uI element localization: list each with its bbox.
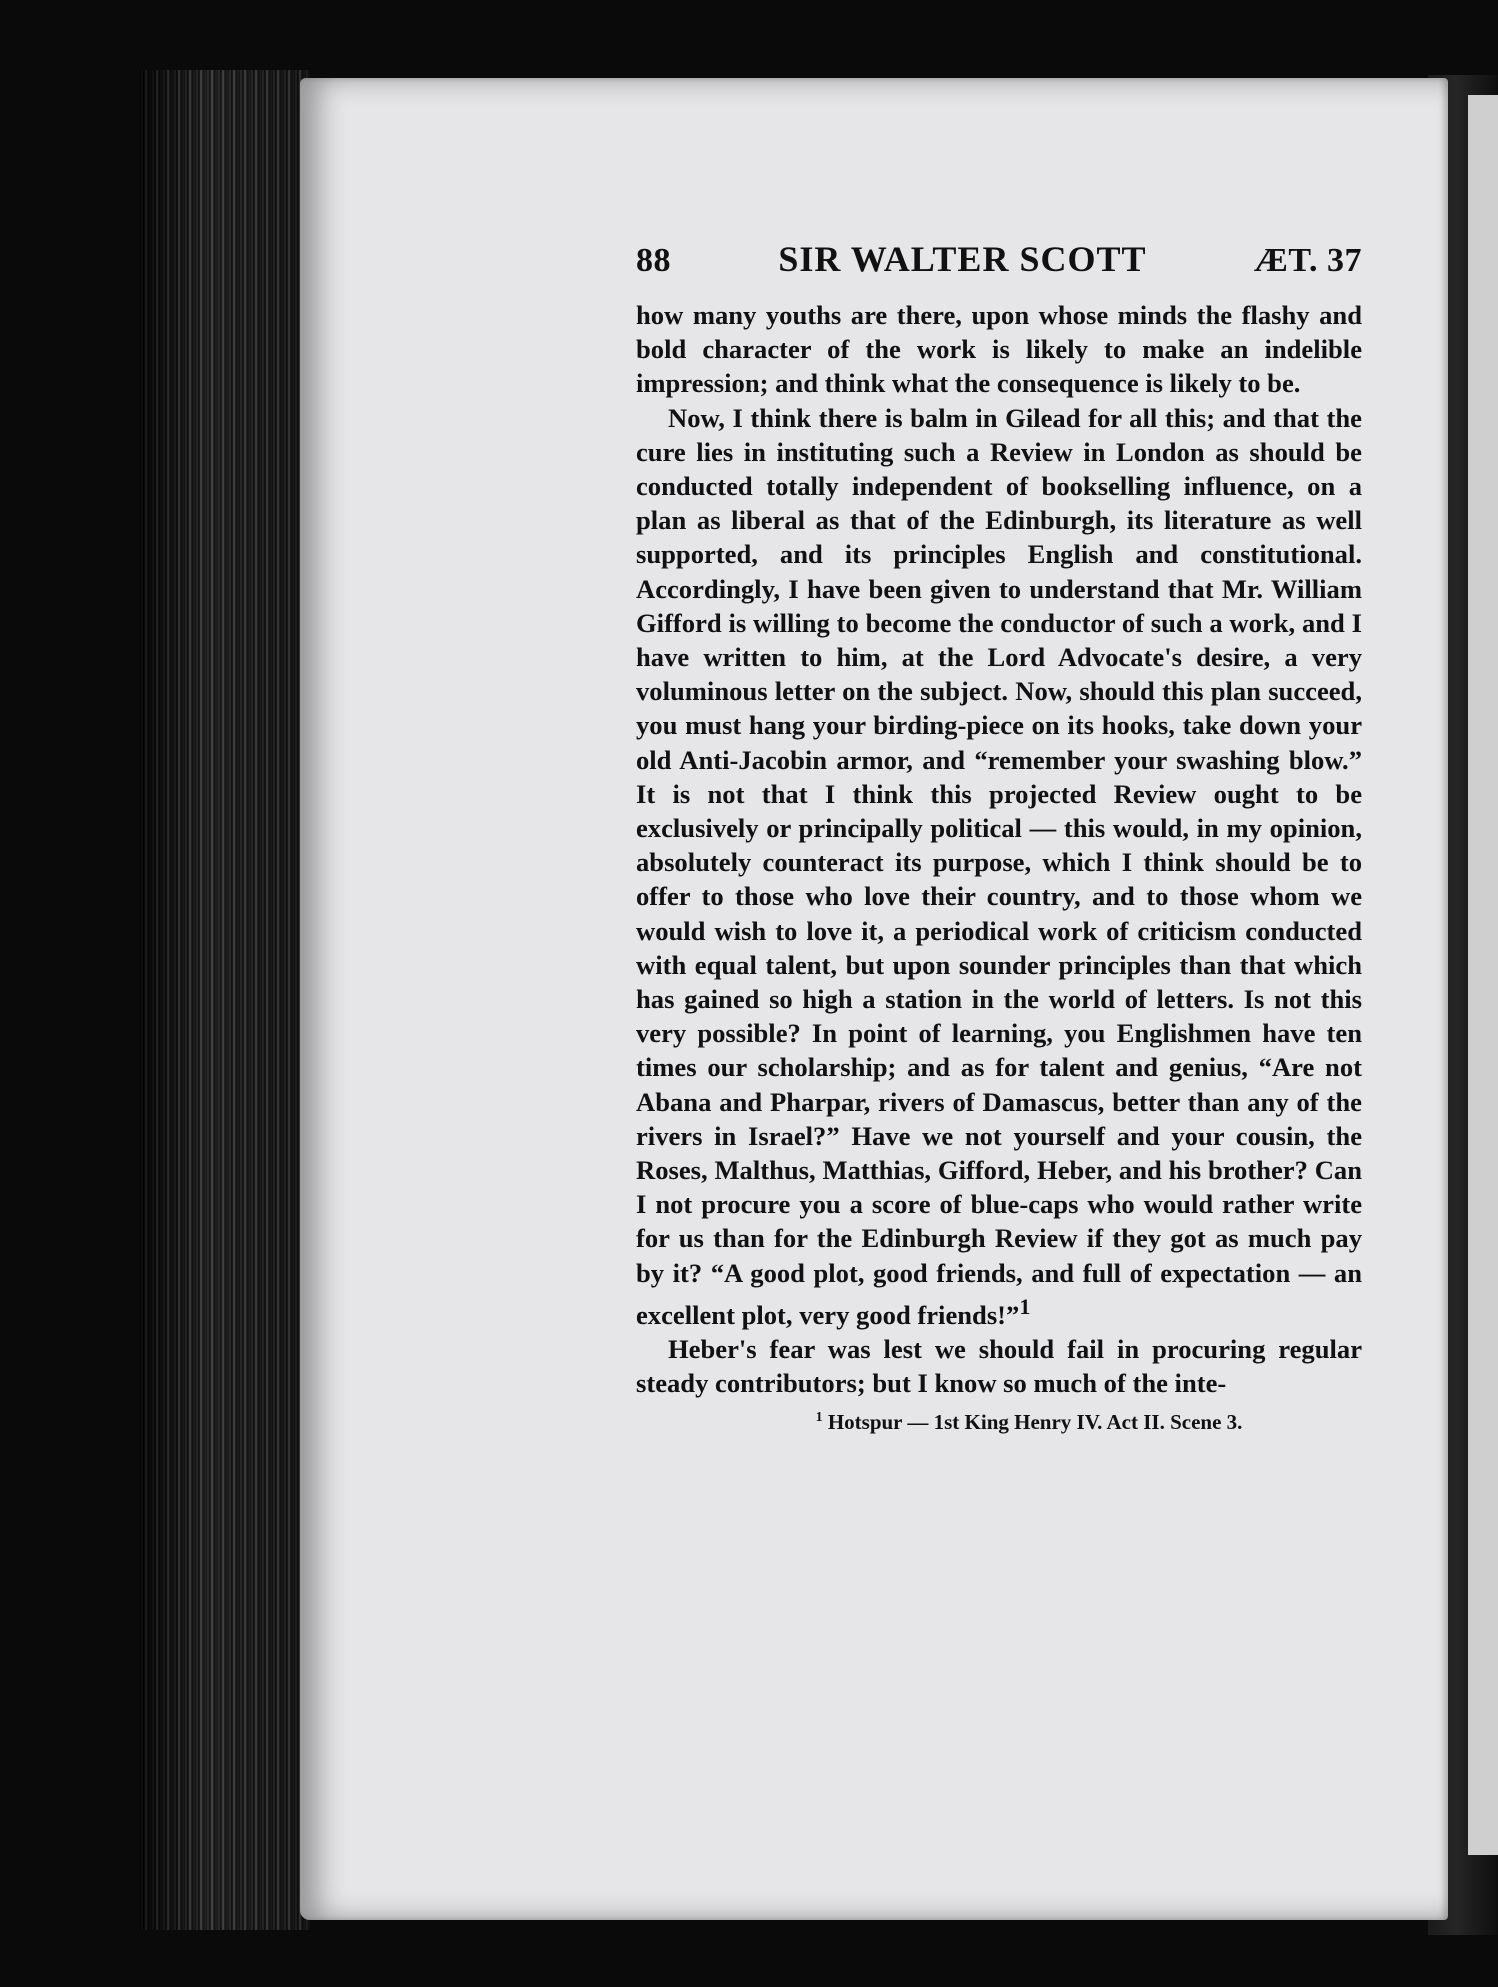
page-edges [140,70,310,1930]
paragraph-3: Heber's fear was lest we should fail in procuring regular steady contributors; but I know so much of the inte- [636,1333,1362,1399]
paragraph-2-text: Now, I think there is balm in Gilead for all this; and that the cure lies in instituting such a Review in London as should be conducted totally independent of bookselling influence, on a plan as liberal as that of the Edinburgh, its literature as well supported, and its principles English and constitutional. Accordingly, I have been given to understand that Mr. William Gifford is willing to become the conductor of such a work, and I have written to him, at the Lord Advocate's desire, a very voluminous letter on the subject. Now, should this plan succeed, you must hang your birding-piece on its hooks, take down your old Anti-Jacobin armor, and “remember your swashing blow.” It is not that I think this projected Review ought to be exclusively or principally political — this would, in my opinion, absolutely counteract its purpose, which I think should be to offer to those who love their country, and to those whom we would wish to love it, a periodical work of criticism conducted with equal talent, but upon sounder principles than that which has gained so high a station in the world of letters. Is not this very possible? In point of learning, you Englishmen have ten times our scholarship; and as for talent and genius, “Are not Abana and Pharpar, rivers of Damascus, better than any of the rivers in Israel?” Have we not yourself and your cousin, the Roses, Malthus, Matthias, Gifford, Heber, and his brother? Can I not procure you a score of blue-caps who would rather write for us than for the Edinburgh Review if they got as much pay by it? “A good plot, good friends, and full of expectation — an excellent plot, very good friends!” [636,402,1362,1330]
footnote-ref: 1 [1019,1293,1031,1319]
body-text [636,298,1362,1400]
footnote [636,1410,1362,1435]
text-block [636,238,1362,1435]
footnote-marker: 1 [815,1410,823,1426]
page-number: 88 [636,242,671,279]
paragraph-2 [636,401,1362,1332]
adjacent-page-sliver [1468,95,1498,1855]
paragraph-1: how many youths are there, upon whose minds the flashy and bold character of the work is likely to make an indelible impression; and think what the consequence is likely to be. [636,300,1362,399]
running-head [636,238,1362,298]
running-title: SIR WALTER SCOTT [778,239,1147,279]
age-marker: ÆT. 37 [1253,242,1362,279]
footnote-text: Hotspur — 1st King Henry IV. Act II. Scene 3. [827,1410,1243,1435]
